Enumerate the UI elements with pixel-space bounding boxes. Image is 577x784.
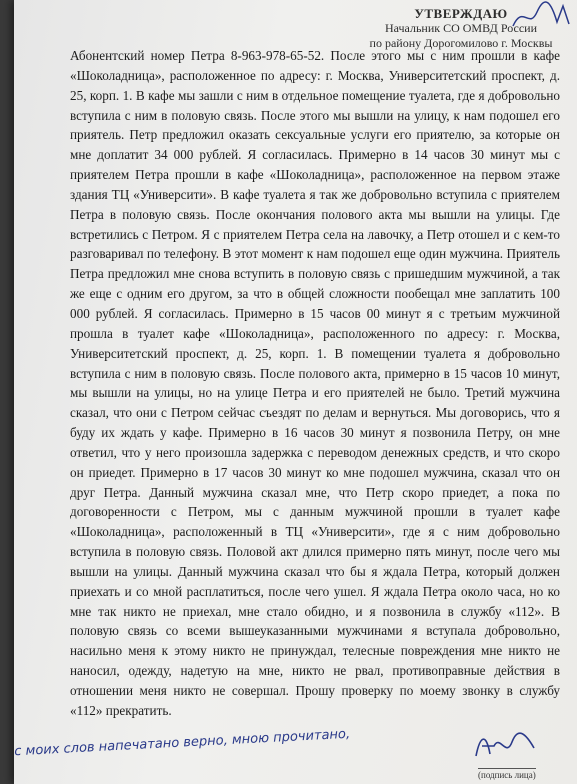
stamp-signature bbox=[505, 0, 575, 30]
signature-icon bbox=[470, 728, 540, 762]
document-page bbox=[14, 0, 577, 784]
handwritten-note: с моих слов напечатано верно, мною прочитано, bbox=[13, 726, 351, 760]
approval-title: УТВЕРЖДАЮ bbox=[414, 6, 508, 21]
approval-line-2: по району Дорогомилово г. Москвы bbox=[369, 36, 553, 50]
signature-caption: (подпись лица) bbox=[478, 770, 536, 780]
statement-body: Абонентский номер Петра 8-963-978-65-52. После этого мы с ним прошли в кафе «Шоколадница», расположенное по адресу: г. Москва, Университетский проспект, д. 25, корп. 1. В кафе мы зашли с ним в отдельное помещение туалета, где я добровольно вступила с ним в половую связь. После этого мы вышли на улицу, к нам подошел его приятель. Петр предложил оказать сексуальные услуги его приятелю, за которые он мне доплатит 34 000 рублей. Я согласилась. Примерно в 14 часов 30 минут мы с приятелем Петра прошли в кафе «Шоколадница», расположенное на первом этаже здания ТЦ «Университи». В кафе туалета я так же добровольно вступила с приятелем Петра в половую связь. После окончания полового акта мы вышли на улицы. Где встретились с Петром. Я с приятелем Петра села на лавочку, а Петр отошел и с кем-то разговаривал по телефону. В этот момент к нам подошел еще один мужчина. Приятель Петра предложил мне снова вступить в половую связь с пришедшим мужчиной, а так же еще с одним его другом, за что в общей сложности пообещал мне заплатить 100 000 рублей. Я согласилась. Примерно в 15 часов 00 минут я с третьим мужчиной прошла в туалет кафе «Шоколадница», расположенного по адресу: г. Москва, Университетский проспект, д. 25, корп. 1. В помещении туалета я добровольно вступила с ним в половую связь. После полового акта, примерно в 15 часов 10 минут, мы вышли на улицы, но на улице Петра и его приятелей не было. Третий мужчина сказал, что они с Петром сейчас съездят по делам и вернуться. Мы договорись, что я буду их ждать у кафе. Примерно в 16 часов 30 минут я позвонила Петру, он мне ответил, что у него произошла задержка с переводом денежных средств, и что скоро он приедет. Примерно в 17 часов 30 минут ко мне подошел мужчина, сказал что он друг Петра. Данный мужчина сказал мне, что Петр скоро приедет, а пока по договоренности с Петром, мы с данным мужчиной прошли в туалет кафе «Шоколадница», расположенный в ТЦ «Университи», где я с ним добровольно вступила в половую связь. Половой акт длился примерно пять минут, после чего мы вышли на улицы. Данный мужчина сказал что бы я ждала Петра, который должен приехать и со мной расплатиться, после чего ушел. Я ждала Петра около часа, но ко мне так никто не приехал, мне стало обидно, и я позвонила в службу «112». В половую связь со всеми вышеуказанными мужчинами я вступала добровольно, насильно меня к этому никто не принуждал, телесные повреждения мне никто не наносил, одежду, надетую на мне, никто не рвал, противоправные действия в отношении меня никто не совершал. Прошу проверку по моему звонку в службу «112» прекратить. bbox=[70, 48, 560, 718]
approval-line-1: Начальник СО ОМВД России bbox=[384, 21, 538, 35]
